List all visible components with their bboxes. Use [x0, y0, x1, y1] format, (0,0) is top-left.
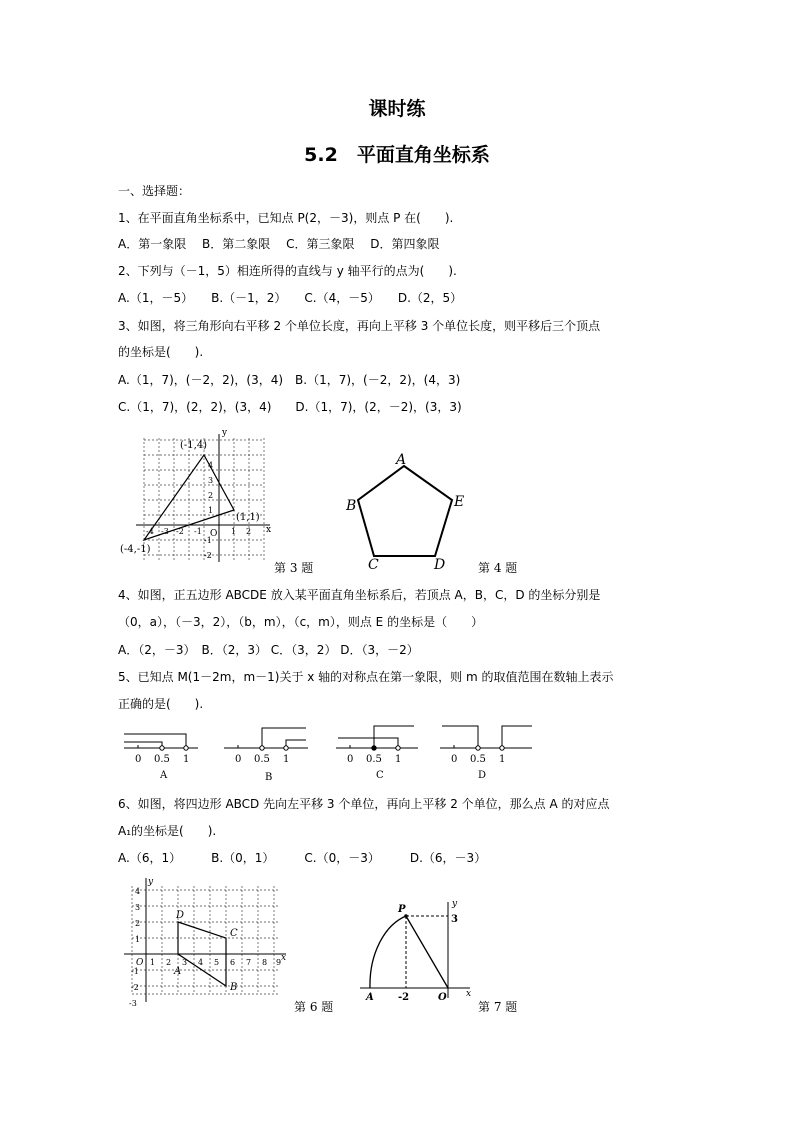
question-5-text-line1: 5、已知点 M(1－2m，m－1)关于 x 轴的对称点在第一象限，则 m 的取值范围在数轴上表示: [118, 670, 614, 684]
fig3-label-left: (-4,-1): [120, 544, 151, 555]
number-line-b-tick-05: 0.5: [254, 754, 270, 765]
number-line-c: [336, 726, 418, 781]
fig6-axis-x: x: [281, 953, 287, 963]
fig6-ytick-1: 1: [135, 935, 141, 944]
fig3-origin: O: [210, 529, 218, 539]
question-3-options-line1: A.（1，7)，(－2，2)，(3，4) B.（1，7)，(－2，2)，(4，3): [118, 373, 461, 387]
fig3-tick-ym1: -1: [204, 536, 212, 545]
pentagon-vertex-c: C: [368, 557, 379, 572]
number-line-a-tick-0: 0: [135, 754, 142, 765]
question-1-text: 1、在平面直角坐标系中，已知点 P(2，－3)，则点 P 在( ).: [118, 211, 454, 225]
fig6-xtick-7: 7: [246, 958, 252, 967]
fig3-axis-x: x: [266, 525, 272, 535]
number-line-d: [440, 726, 532, 781]
fig6-xtick-6: 6: [230, 958, 236, 967]
fig3-tick-x2: 2: [246, 527, 252, 536]
fig6-ytick-m1: -1: [131, 967, 139, 976]
number-line-c-tick-1: 1: [395, 754, 402, 765]
question-4-options: A．（2，－3） B．（2，3） C．（3，2） D．（3，－2）: [118, 643, 419, 657]
question-6-options: A.（6，1） B.（0，1） C.（0，－3） D.（6，－3）: [118, 851, 487, 865]
number-line-d-label: D: [478, 770, 487, 781]
fig6-point-b: B: [230, 982, 238, 993]
question-6-text-line2: A₁的坐标是( ).: [118, 824, 217, 838]
question-4-text-line2: （0，a），（－3，2），（b，m），（c，m），则点 E 的坐标是（ ）: [118, 615, 484, 629]
question-3-options-line2: C.（1，7)，(2，2)，(3，4) D.（1，7)，(2，－2)，(3，3): [118, 400, 462, 414]
fig6-xtick-8: 8: [262, 958, 268, 967]
fig3-tick-xm1: -1: [194, 527, 202, 536]
fig6-xtick-4: 4: [198, 958, 204, 967]
number-line-a-tick-1: 1: [183, 754, 190, 765]
fig3-tick-y2: 2: [208, 491, 214, 500]
fig6-xtick-3: 3: [182, 958, 188, 967]
number-line-c-tick-0: 0: [347, 754, 354, 765]
number-line-a-tick-05: 0.5: [154, 754, 170, 765]
figure-3-caption: 第 3 题: [274, 561, 314, 575]
question-5-text-line2: 正确的是( ).: [118, 697, 204, 711]
fig6-ytick-m3: -3: [129, 999, 137, 1008]
fig7-point-a: A: [366, 992, 374, 1003]
number-line-a: [124, 734, 198, 781]
number-line-b-tick-1: 1: [283, 754, 290, 765]
figure-4-caption: 第 4 题: [478, 561, 518, 575]
fig6-xtick-5: 5: [214, 958, 220, 967]
pentagon-vertex-e: E: [454, 494, 465, 510]
fig6-ytick-4: 4: [135, 887, 141, 896]
fig3-label-top: (-1,4): [180, 440, 208, 451]
question-6-text-line1: 6、如图，将四边形 ABCD 先向左平移 3 个单位，再向上平移 2 个单位，那么点 A 的对应点: [118, 797, 610, 811]
fig3-tick-y1: 1: [208, 506, 214, 515]
fig6-point-c: C: [230, 928, 238, 939]
question-1-options: A．第一象限 B．第二象限 C．第三象限 D．第四象限: [118, 237, 440, 251]
number-line-b-label: B: [265, 772, 273, 782]
fig6-point-a: A: [174, 966, 182, 977]
fig6-xtick-2: 2: [166, 958, 172, 967]
number-line-d-tick-05: 0.5: [470, 754, 486, 765]
fig3-tick-y4: 4: [208, 461, 214, 470]
figure-6-caption: 第 6 题: [294, 1000, 334, 1014]
question-4-text-line1: 4、如图，正五边形 ABCDE 放入某平面直角坐标系后，若顶点 A，B，C，D 的坐标分别是: [118, 588, 601, 602]
fig7-tick-xm2: -2: [398, 992, 410, 1003]
worksheet-title: 课时练: [368, 98, 426, 120]
fig6-xtick-1: 1: [150, 958, 156, 967]
fig6-axis-y: y: [148, 877, 154, 887]
fig3-label-right: (1,1): [236, 512, 260, 523]
figure-6-quadrilateral-grid: [118, 874, 293, 1014]
fig3-tick-xm3: -3: [161, 527, 169, 536]
number-line-c-tick-05: 0.5: [366, 754, 382, 765]
fig3-tick-xm2: -2: [176, 527, 184, 536]
question-2-text: 2、下列与（－1，5）相连所得的直线与 y 轴平行的点为( ).: [118, 264, 457, 278]
number-line-b-tick-0: 0: [235, 754, 242, 765]
pentagon-vertex-d: D: [434, 557, 446, 572]
fig7-axis-y: y: [452, 899, 458, 909]
fig6-ytick-2: 2: [135, 919, 141, 928]
fig6-xtick-9: 9: [276, 958, 282, 967]
figure-7-caption: 第 7 题: [478, 1000, 518, 1014]
fig3-axis-y: y: [222, 430, 228, 438]
fig7-tick-y3: 3: [451, 914, 458, 925]
number-line-d-tick-1: 1: [499, 754, 506, 765]
figure-3-triangle-grid: [118, 430, 278, 575]
fig6-origin: O: [136, 958, 144, 968]
number-line-d-tick-0: 0: [451, 754, 458, 765]
question-3-text-line1: 3、如图，将三角形向右平移 2 个单位长度，再向上平移 3 个单位长度，则平移后三个顶点: [118, 319, 601, 333]
question-2-options: A.（1，－5） B.（－1，2） C.（4，－5） D.（2，5）: [118, 291, 463, 305]
fig6-point-d: D: [176, 910, 185, 921]
fig6-ytick-3: 3: [135, 903, 141, 912]
fig7-axis-x: x: [466, 989, 472, 999]
fig7-origin: O: [438, 992, 447, 1003]
pentagon-vertex-a: A: [396, 452, 407, 468]
fig6-ytick-m2: -2: [131, 983, 139, 992]
figure-4-pentagon: [340, 452, 480, 572]
fig3-tick-y3: 3: [208, 476, 214, 485]
section-heading: 一、选择题：: [118, 184, 191, 198]
fig3-tick-ym2: -2: [204, 551, 212, 560]
number-line-c-label: C: [376, 770, 384, 781]
number-line-a-label: A: [160, 770, 168, 781]
fig3-tick-xm4: -4: [146, 527, 154, 536]
fig7-point-p: P: [398, 904, 406, 915]
number-line-b: [224, 728, 308, 782]
fig3-tick-x1: 1: [231, 527, 237, 536]
figure-7-arc: [350, 896, 480, 1006]
lesson-title: 5.2 平面直角坐标系: [304, 144, 490, 166]
figure-5-number-lines: [118, 720, 558, 782]
question-3-text-line2: 的坐标是( ).: [118, 345, 204, 359]
pentagon-vertex-b: B: [346, 498, 357, 514]
